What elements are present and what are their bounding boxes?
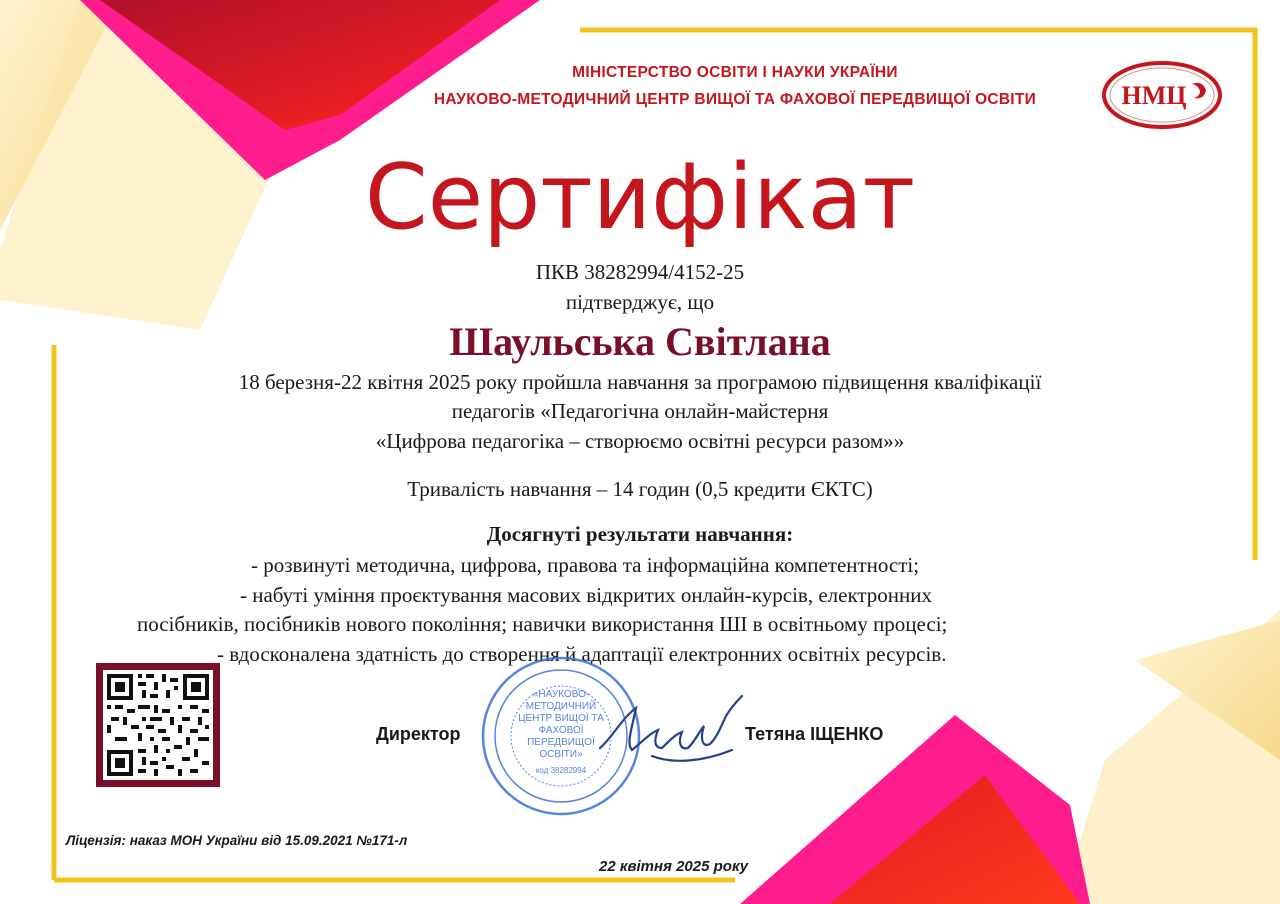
director-label: Директор xyxy=(376,724,461,744)
ministry-name: МІНІСТЕРСТВО ОСВІТИ І НАУКИ УКРАЇНИ xyxy=(572,64,898,81)
center-name: НАУКОВО-МЕТОДИЧНИЙ ЦЕНТР ВИЩОЇ ТА ФАХОВОЇ ПЕРЕДВИЩОЇ ОСВІТИ xyxy=(433,91,1037,108)
qr-code xyxy=(96,663,220,787)
training-duration: Тривалість навчання – 14 годин (0,5 кредити ЄКТС) xyxy=(407,477,873,501)
achievement-item: посібників, посібників нового покоління; навички використання ШІ в освітньому процесі; xyxy=(137,612,948,636)
achievements-title: Досягнуті результати навчання: xyxy=(486,522,794,546)
svg-text:МЕТОДИЧНИЙ: МЕТОДИЧНИЙ xyxy=(525,701,597,712)
logo-text: НМЦ xyxy=(1121,81,1187,110)
program-line-1: 18 березня-22 квітня 2025 року пройшла навчання за програмою підвищення кваліфікації xyxy=(238,370,1042,394)
achievement-item: - розвинуті методична, цифрова, правова та інформаційна компетентності; xyxy=(251,553,920,577)
nmc-logo xyxy=(1100,58,1224,132)
program-line-2: педагогів «Педагогічна онлайн-майстерня xyxy=(451,399,829,423)
program-line-3: «Цифрова педагогіка – створюємо освітні ресурси разом»» xyxy=(375,429,905,453)
svg-text:«НАУКОВО-: «НАУКОВО- xyxy=(532,689,590,700)
certificate-title: Сертифікат xyxy=(364,145,916,250)
svg-text:ФАХОВОЇ: ФАХОВОЇ xyxy=(538,725,584,736)
director-name: Тетяна ІЩЕНКО xyxy=(745,724,884,744)
achievement-item: - набуті уміння проєктування масових відкритих онлайн-курсів, електронних xyxy=(240,583,933,607)
svg-text:код 38282994: код 38282994 xyxy=(535,766,587,775)
achievement-item: - вдосконалена здатність до створення й адаптації електронних освітніх ресурсів. xyxy=(217,642,947,666)
director-signature xyxy=(592,678,752,778)
svg-text:ОСВІТИ»: ОСВІТИ» xyxy=(539,749,583,760)
svg-text:ПЕРЕДВИЩОЇ: ПЕРЕДВИЩОЇ xyxy=(527,737,595,748)
recipient-name: Шаульська Світлана xyxy=(449,319,831,364)
issue-date: 22 квітня 2025 року xyxy=(599,858,749,875)
certificate-number: ПКВ 38282994/4152-25 xyxy=(535,260,745,284)
confirms-text: підтверджує, що xyxy=(565,290,715,314)
license-text: Ліцензія: наказ МОН України від 15.09.2021 №171-л xyxy=(66,833,408,848)
svg-text:ЦЕНТР ВИЩОЇ ТА: ЦЕНТР ВИЩОЇ ТА xyxy=(518,713,604,724)
